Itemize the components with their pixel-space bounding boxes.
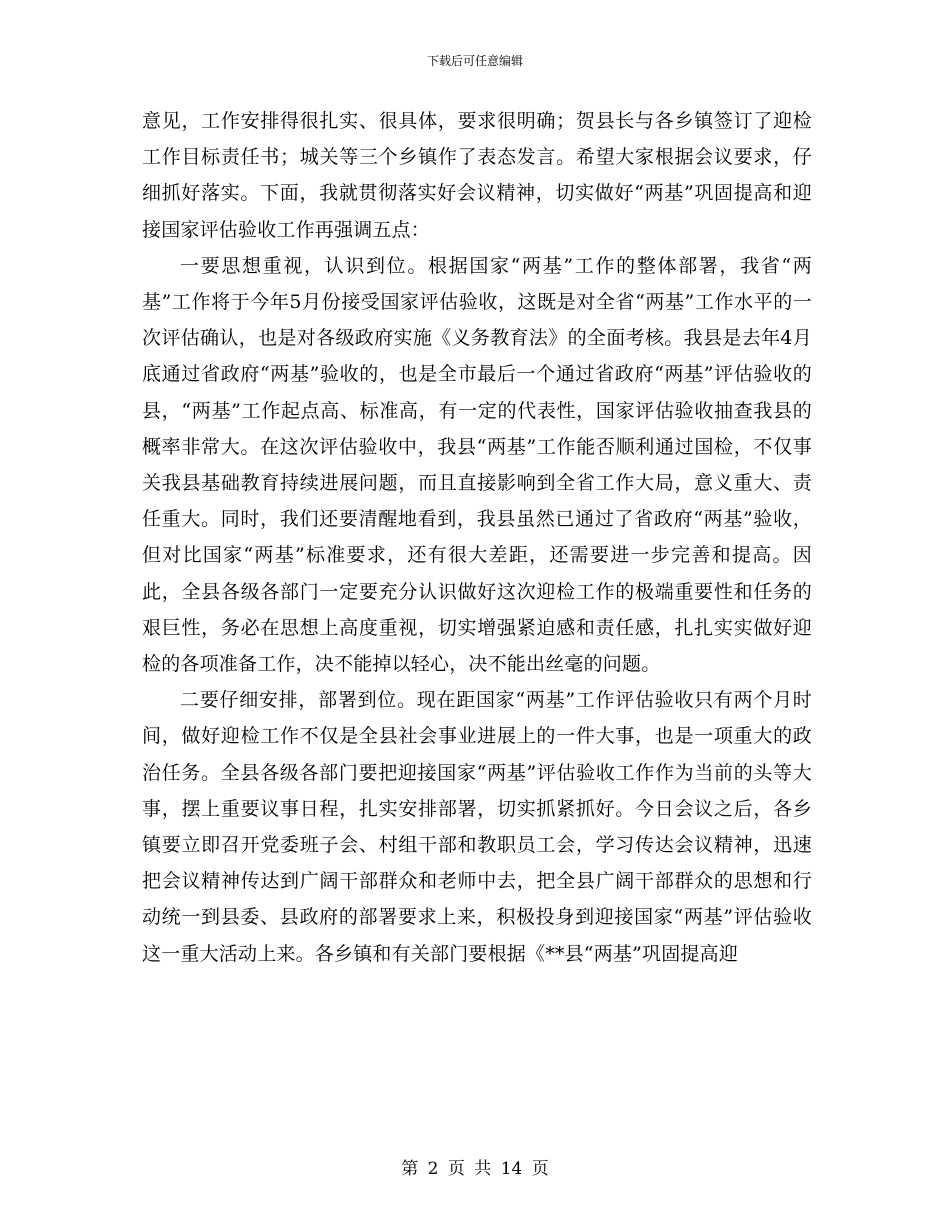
- paragraph: 二要仔细安排，部署到位。现在距国家“两基”工作评估验收只有两个月时间，做好迎检工作不仅是全县社会事业进展上的一件大事，也是一项重大的政治任务。全县各级各部门要把迎接国家“两基”评估验收工作作为当前的头等大事，摆上重要议事日程，扎实安排部署，切实抓紧抓好。今日会议之后，各乡镇要立即召开党委班子会、村组干部和教职员工会，学习传达会议精神，迅速把会议精神传达到广阔干部群众和老师中去，把全县广阔干部群众的思想和行动统一到县委、县政府的部署要求上来，积极投身到迎接国家“两基”评估验收这一重大活动上来。各乡镇和有关部门要根据《**县“两基”巩固提高迎: [142, 689, 812, 965]
- page-footer: 第 2 页 共 14 页: [401, 1159, 549, 1179]
- page-header: 下载后可任意编辑: [426, 54, 523, 68]
- paragraph: 一要思想重视，认识到位。根据国家“两基”工作的整体部署，我省“两基”工作将于今年5月份接受国家评估验收，这既是对全省“两基”工作水平的一次评估确认，也是对各级政府实施《义务教育法》的全面考核。我县是去年4月底通过省政府“两基”验收的，也是全市最后一个通过省政府“两基”评估验收的县，“两基”工作起点高、标准高，有一定的代表性，国家评估验收抽查我县的概率非常大。在这次评估验收中，我县“两基”工作能否顺利通过国检，不仅事关我县基础教育持续进展问题，而且直接影响到全省工作大局，意义重大、责任重大。同时，我们还要清醒地看到，我县虽然已通过了省政府“两基”验收，但对比国家“两基”标准要求，还有很大差距，还需要进一步完善和提高。因此，全县各级各部门一定要充分认识做好这次迎检工作的极端重要性和任务的艰巨性，务必在思想上高度重视，切实增强紧迫感和责任感，扎扎实实做好迎检的各项准备工作，决不能掉以轻心，决不能出丝毫的问题。: [142, 254, 812, 676]
- document-body: [142, 103, 812, 972]
- paragraph: 意见，工作安排得很扎实、很具体，要求很明确；贺县长与各乡镇签订了迎检工作目标责任书；城关等三个乡镇作了表态发言。希望大家根据会议要求，仔细抓好落实。下面，我就贯彻落实好会议精神，切实做好“两基”巩固提高和迎接国家评估验收工作再强调五点：: [142, 110, 812, 241]
